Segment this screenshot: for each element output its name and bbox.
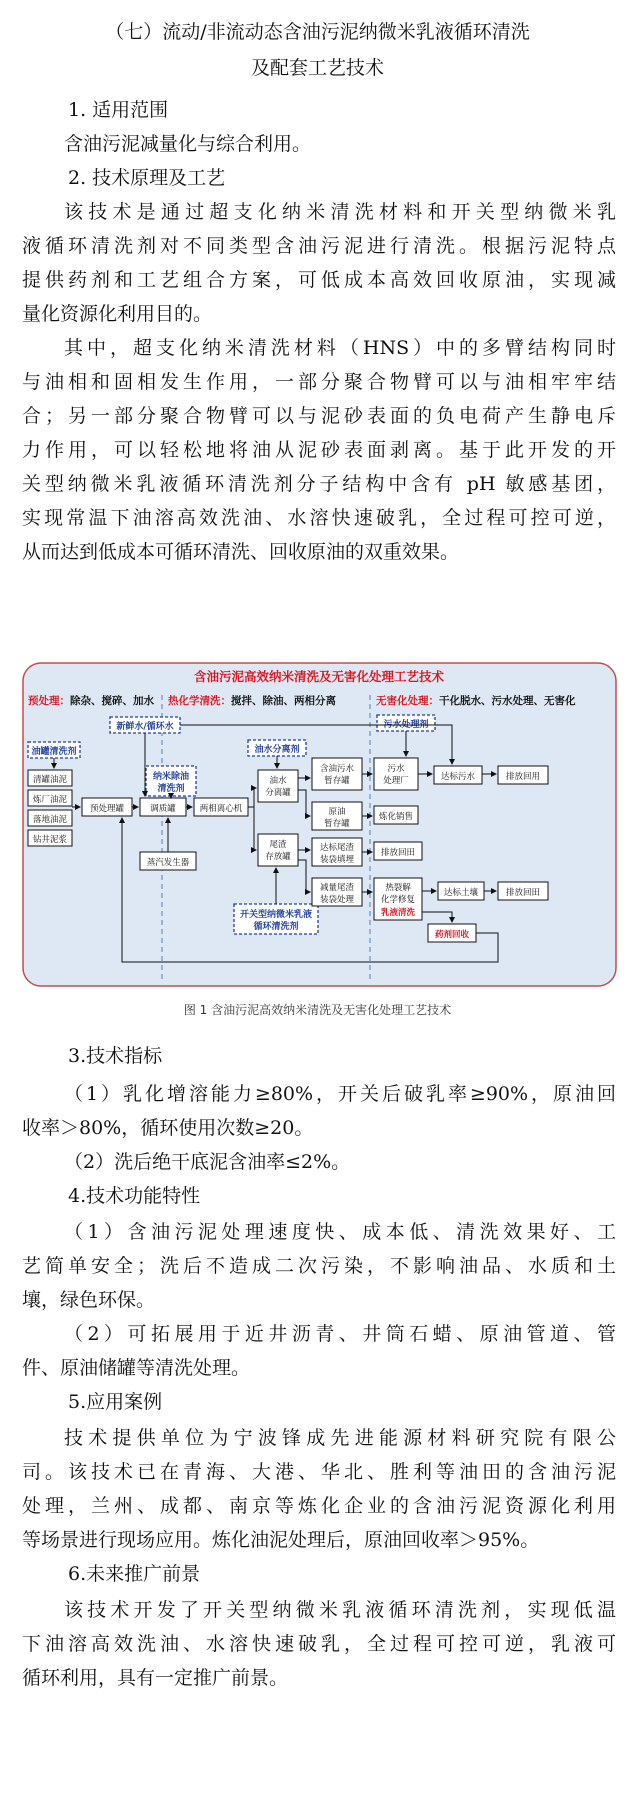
standard-residue-2: 装袋填埋 bbox=[319, 855, 355, 865]
scope-text: 含油污泥减量化与综合利用。 bbox=[64, 133, 312, 155]
standard-water: 达标污水 bbox=[440, 772, 476, 782]
section-heading-scope: 1. 适用范围 bbox=[68, 99, 169, 121]
source-refinery-sludge: 炼厂油泥 bbox=[32, 795, 68, 805]
paragraph-line: 等场景进行现场应用。炼化油泥处理后，原油回收率＞95%。 bbox=[22, 1529, 540, 1551]
source-tank-sludge: 清罐油泥 bbox=[32, 775, 68, 785]
standard-residue-1: 达标尾渣 bbox=[319, 843, 355, 853]
paragraph-line: 壤，绿色环保。 bbox=[22, 1289, 156, 1311]
section-heading-indicators: 3.技术指标 bbox=[68, 1045, 163, 1067]
section-heading-prospects: 6.未来推广前景 bbox=[68, 1563, 201, 1585]
oil-water-separator-2: 分离罐 bbox=[265, 788, 291, 798]
figure-caption: 图 1 含油污泥高效纳米清洗及无害化处理工艺技术 bbox=[183, 1003, 452, 1017]
pretreatment-tank: 预处理罐 bbox=[89, 804, 125, 814]
paragraph-line: 司。该技术已在青海、大港、华北、胜利等油田的含油污泥 bbox=[22, 1461, 616, 1483]
section-heading-principle: 2. 技术原理及工艺 bbox=[68, 167, 226, 189]
section-heading-features: 4.技术功能特性 bbox=[68, 1185, 201, 1207]
paragraph-line: 技术提供单位为宁波锋成先进能源材料研究院有限公 bbox=[64, 1427, 616, 1449]
conditioning-tank: 调质罐 bbox=[150, 804, 176, 814]
discharge-field-2: 排放回田 bbox=[505, 888, 541, 898]
paragraph-line: （1）含油污泥处理速度快、成本低、清洗效果好、工 bbox=[64, 1221, 616, 1243]
pyrolysis-1: 热裂解 bbox=[385, 883, 411, 893]
residue-tank-2: 存放罐 bbox=[265, 852, 291, 862]
paragraph-line: 实现常温下油溶高效洗油、水溶快速破乳，全过程可控可逆， bbox=[22, 507, 616, 529]
nano-cleaner-label-2: 清洗剂 bbox=[157, 784, 185, 794]
crude-tank-2: 暂存罐 bbox=[324, 819, 350, 829]
steam-generator: 蒸汽发生器 bbox=[146, 858, 190, 868]
doc-title-line2: 及配套工艺技术 bbox=[250, 57, 384, 79]
source-ground-sludge: 落地油泥 bbox=[32, 815, 68, 825]
paragraph-line: 从而达到低成本可循环清洗、回收原油的双重效果。 bbox=[22, 541, 460, 563]
reduced-residue-1: 减量尾渣 bbox=[319, 883, 355, 893]
paragraph-line: 合；另一部分聚合物臂可以与泥砂表面的负电荷产生静电斥 bbox=[22, 405, 616, 427]
reduced-residue-2: 装袋处理 bbox=[319, 895, 355, 905]
oily-water-tank-1: 含油污水 bbox=[319, 764, 355, 774]
paragraph-line: （2）洗后绝干底泥含油率≤2%。 bbox=[64, 1151, 351, 1173]
paragraph-line: 收率＞80%，循环使用次数≥20。 bbox=[22, 1117, 314, 1139]
tank-cleaner-label: 油罐清洗剂 bbox=[31, 747, 77, 757]
doc-title-line1: （七）流动/非流动态含油污泥纳微米乳液循环清洗 bbox=[105, 21, 530, 43]
sewage-plant-2: 处理厂 bbox=[383, 776, 409, 786]
source-drilling-mud: 钻井泥浆 bbox=[32, 835, 68, 845]
switch-cleaner-label-2: 循环清洗剂 bbox=[253, 922, 299, 932]
process-flow-diagram bbox=[22, 662, 617, 987]
discharge-reuse: 排放回用 bbox=[505, 772, 541, 782]
paragraph-line: 提供药剂和工艺组合方案，可低成本高效回收原油，实现减 bbox=[22, 269, 616, 291]
crude-tank-1: 原油 bbox=[328, 807, 346, 817]
stage-harmless-label: 无害化处理：干化脱水、污水处理、无害化 bbox=[376, 695, 576, 707]
fresh-water-label: 新鲜水/循环水 bbox=[116, 722, 174, 732]
section-heading-cases: 5.应用案例 bbox=[68, 1391, 163, 1413]
paragraph-line: （1）乳化增溶能力≥80%，开关后破乳率≥90%，原油回 bbox=[64, 1083, 616, 1105]
figure-title: 含油污泥高效纳米清洗及无害化处理工艺技术 bbox=[193, 669, 445, 684]
nano-cleaner-label-1: 纳米除油 bbox=[152, 772, 190, 782]
stage-thermochemical-label: 热化学清洗：搅拌、除油、两相分离 bbox=[168, 695, 336, 707]
paragraph-line: 该技术开发了开关型纳微米乳液循环清洗剂，实现低温 bbox=[64, 1599, 616, 1621]
paragraph-line: 液循环清洗剂对不同类型含油污泥进行清洗。根据污泥特点 bbox=[22, 235, 616, 257]
sewage-plant-1: 污水 bbox=[387, 764, 405, 774]
paragraph-line: 艺简单安全；洗后不造成二次污染，不影响油品、水质和土 bbox=[22, 1255, 616, 1277]
paragraph-line: 与油相和固相发生作用，一部分聚合物臂可以与油相牢牢结 bbox=[22, 371, 616, 393]
discharge-field-1: 排放回田 bbox=[380, 848, 416, 858]
sewage-agent-label: 污水处理剂 bbox=[383, 720, 429, 730]
stage-pretreatment-label: 预处理：除杂、搅碎、加水 bbox=[28, 695, 154, 707]
switch-cleaner-label-1: 开关型纳微米乳液 bbox=[239, 910, 313, 920]
agent-recovery: 药剂回收 bbox=[434, 930, 470, 940]
refinery-sales: 炼化销售 bbox=[378, 812, 414, 822]
paragraph-line: 其中，超支化纳米清洗材料（HNS）中的多臂结构同时 bbox=[64, 337, 616, 359]
paragraph-line: 量化资源化利用目的。 bbox=[22, 303, 213, 325]
paragraph-line: 循环利用，具有一定推广前景。 bbox=[22, 1667, 289, 1689]
emulsion-cleaning: 乳液清洗 bbox=[380, 908, 416, 918]
oily-water-tank-2: 暂存罐 bbox=[324, 776, 350, 786]
pyrolysis-2: 化学修复 bbox=[380, 895, 416, 905]
paragraph-line: 下油溶高效洗油、水溶快速破乳，全过程可控可逆，乳液可 bbox=[22, 1633, 616, 1655]
paragraph-line: 力作用，可以轻松地将油从泥砂表面剥离。基于此开发的开 bbox=[22, 439, 616, 461]
paragraph-line: 件、原油储罐等清洗处理。 bbox=[22, 1357, 251, 1379]
paragraph-line: （2）可拓展用于近井沥青、井筒石蜡、原油管道、管 bbox=[64, 1323, 616, 1345]
paragraph-line: 关型纳微米乳液循环清洗剂分子结构中含有 pH 敏感基团， bbox=[22, 473, 616, 495]
oil-water-separator-1: 油水 bbox=[269, 776, 287, 786]
standard-soil: 达标土壤 bbox=[443, 888, 479, 898]
paragraph-line: 该技术是通过超支化纳米清洗材料和开关型纳微米乳 bbox=[64, 201, 616, 223]
residue-tank-1: 尾渣 bbox=[269, 840, 287, 850]
paragraph-line: 处理，兰州、成都、南京等炼化企业的含油污泥资源化利用 bbox=[22, 1495, 616, 1517]
separator-agent-label: 油水分离剂 bbox=[254, 745, 300, 755]
centrifuge: 两相离心机 bbox=[199, 804, 243, 814]
